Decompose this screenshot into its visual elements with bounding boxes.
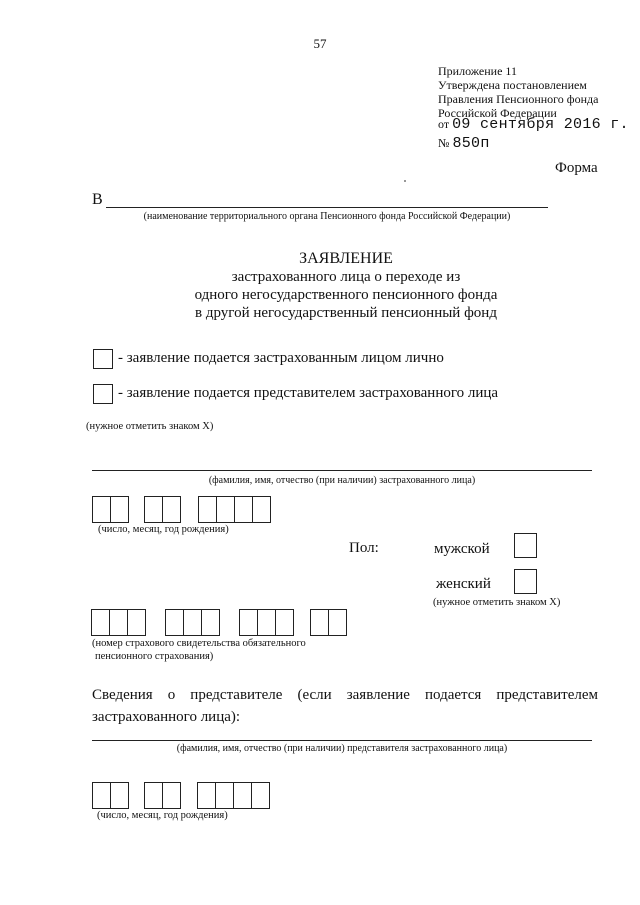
representative-birth-day[interactable] <box>92 782 128 809</box>
title-main: ЗАЯВЛЕНИЕ <box>299 250 393 267</box>
personal-option-label: - заявление подается застрахованным лицом лично <box>118 350 444 366</box>
date-cell[interactable] <box>162 496 181 523</box>
date-cell[interactable] <box>215 782 234 809</box>
date-cell[interactable] <box>216 496 235 523</box>
gender-male-label: мужской <box>434 541 490 557</box>
snils-cell[interactable] <box>328 609 347 636</box>
title-line-3: одного негосударственного пенсионного фонда <box>194 287 498 303</box>
representative-checkbox[interactable] <box>93 384 113 404</box>
title-line-4: в другой негосударственный пенсионный фонд <box>195 305 497 321</box>
gender-female-checkbox[interactable] <box>514 569 537 594</box>
representative-option-label: - заявление подается представителем застрахованного лица <box>118 385 499 401</box>
representative-birth-month[interactable] <box>144 782 180 809</box>
snils-hint-line-1: (номер страхового свидетельства обязательного <box>92 638 306 649</box>
approval-line: Утверждена постановлением <box>438 78 587 92</box>
gender-label: Пол: <box>349 540 379 556</box>
addressee-field[interactable] <box>106 207 548 208</box>
date-cell[interactable] <box>197 782 216 809</box>
gender-female-label: женский <box>436 576 491 592</box>
form-label: Форма <box>555 160 598 176</box>
snils-cell[interactable] <box>239 609 258 636</box>
representative-heading-line-1: Сведения о представителе (если заявление подается представителем <box>92 687 598 703</box>
date-cell[interactable] <box>233 782 252 809</box>
insured-fio-hint: (фамилия, имя, отчество (при наличии) застрахованного лица) <box>208 475 476 486</box>
insured-fio-field[interactable] <box>92 470 592 471</box>
insured-birth-year[interactable] <box>198 496 270 523</box>
date-cell[interactable] <box>144 782 163 809</box>
snils-hint-line-2: пенсионного страхования) <box>95 651 214 662</box>
document-title <box>0 250 640 322</box>
date-cell[interactable] <box>251 782 270 809</box>
date-cell[interactable] <box>198 496 217 523</box>
date-cell[interactable] <box>110 782 129 809</box>
number-prefix: № <box>438 136 450 150</box>
insured-birth-day[interactable] <box>92 496 128 523</box>
snils-cell[interactable] <box>201 609 220 636</box>
personal-checkbox[interactable] <box>93 349 113 369</box>
snils-group-3[interactable] <box>239 609 293 636</box>
date-prefix: от <box>438 117 450 131</box>
snils-hint <box>92 637 306 663</box>
gender-note: (нужное отметить знаком X) <box>433 597 561 608</box>
snils-cell[interactable] <box>127 609 146 636</box>
approval-date <box>438 117 629 132</box>
date-value: 09 сентября 2016 г. <box>452 116 629 133</box>
date-cell[interactable] <box>110 496 129 523</box>
date-cell[interactable] <box>162 782 181 809</box>
date-cell[interactable] <box>92 782 111 809</box>
approval-federation: Российской Федерации <box>438 106 557 120</box>
snils-cell[interactable] <box>165 609 184 636</box>
scan-speck <box>404 180 406 182</box>
number-value: 850п <box>452 135 490 152</box>
date-cell[interactable] <box>252 496 271 523</box>
approval-block <box>438 64 629 151</box>
representative-birth-hint: (число, месяц, год рождения) <box>97 810 228 821</box>
approval-board: Правления Пенсионного фонда <box>438 92 599 106</box>
gender-male-checkbox[interactable] <box>514 533 537 558</box>
representative-heading-line-2: застрахованного лица): <box>92 709 241 725</box>
snils-cell[interactable] <box>183 609 202 636</box>
representative-heading <box>92 684 598 728</box>
addressee-prefix: В <box>92 191 103 208</box>
snils-cell[interactable] <box>109 609 128 636</box>
snils-group-2[interactable] <box>165 609 219 636</box>
insured-birth-hint: (число, месяц, год рождения) <box>98 524 229 535</box>
snils-group-1[interactable] <box>91 609 145 636</box>
addressee-hint: (наименование территориального органа Пенсионного фонда Российской Федерации) <box>143 211 511 222</box>
representative-fio-hint: (фамилия, имя, отчество (при наличии) представителя застрахованного лица) <box>176 743 508 754</box>
snils-cell[interactable] <box>275 609 294 636</box>
snils-cell[interactable] <box>257 609 276 636</box>
insured-birth-month[interactable] <box>144 496 180 523</box>
date-cell[interactable] <box>92 496 111 523</box>
title-line-2: застрахованного лица о переходе из <box>231 269 461 285</box>
appendix-number: Приложение 11 <box>438 64 517 78</box>
snils-cell[interactable] <box>310 609 329 636</box>
snils-group-4[interactable] <box>310 609 346 636</box>
approval-number <box>438 136 629 151</box>
date-cell[interactable] <box>144 496 163 523</box>
date-cell[interactable] <box>234 496 253 523</box>
options-note: (нужное отметить знаком X) <box>86 421 214 432</box>
representative-birth-year[interactable] <box>197 782 269 809</box>
representative-fio-field[interactable] <box>92 740 592 741</box>
page-number: 57 <box>313 36 327 51</box>
snils-cell[interactable] <box>91 609 110 636</box>
